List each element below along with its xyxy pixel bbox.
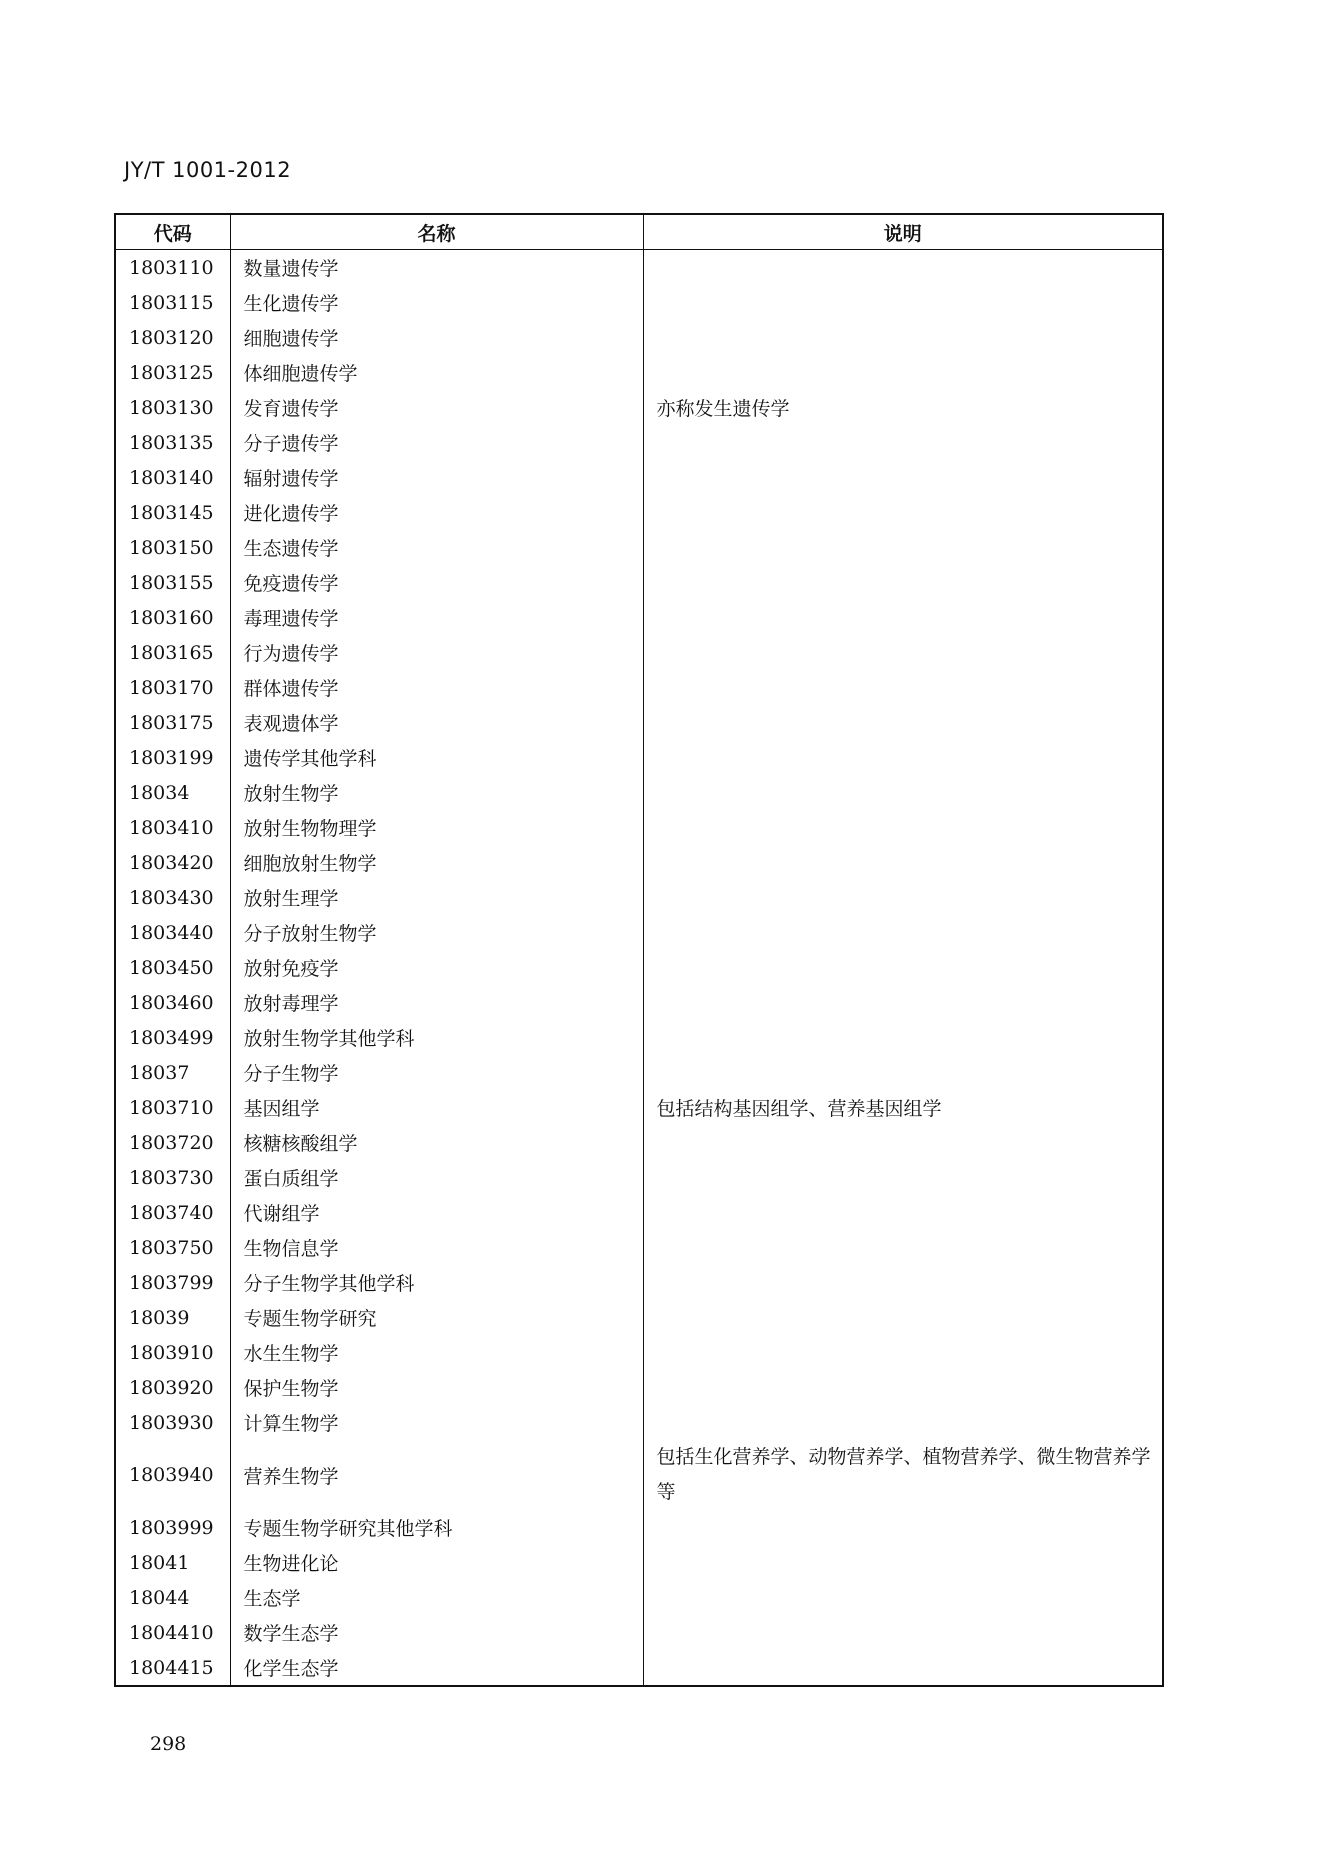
table-row [115,1615,1163,1650]
table-row [115,1650,1163,1686]
cell-note [643,1230,1163,1265]
cell-code: 1803499 [115,1020,230,1055]
table-row [115,1090,1163,1125]
cell-name: 行为遗传学 [230,635,643,670]
column-header-note: 说明 [643,214,1163,250]
cell-name: 辐射遗传学 [230,460,643,495]
cell-name: 毒理遗传学 [230,600,643,635]
cell-code: 1803730 [115,1160,230,1195]
cell-name: 免疫遗传学 [230,565,643,600]
cell-code: 18044 [115,1580,230,1615]
cell-name: 核糖核酸组学 [230,1125,643,1160]
cell-code: 18037 [115,1055,230,1090]
cell-name: 分子生物学 [230,1055,643,1090]
cell-code: 1803135 [115,425,230,460]
table-row [115,1055,1163,1090]
cell-name: 生态遗传学 [230,530,643,565]
cell-name: 放射生物物理学 [230,810,643,845]
cell-name: 代谢组学 [230,1195,643,1230]
cell-note [643,1195,1163,1230]
table-row [115,1510,1163,1545]
cell-note [643,355,1163,390]
table-row [115,740,1163,775]
table-row [115,250,1163,286]
cell-code: 1803170 [115,670,230,705]
cell-note [643,1125,1163,1160]
cell-name: 放射毒理学 [230,985,643,1020]
cell-code: 1803999 [115,1510,230,1545]
cell-code: 1803450 [115,950,230,985]
table-row [115,495,1163,530]
cell-note [643,530,1163,565]
cell-code: 1803910 [115,1335,230,1370]
cell-name: 生化遗传学 [230,285,643,320]
table-row [115,1020,1163,1055]
table-row [115,285,1163,320]
table-row [115,950,1163,985]
cell-name: 分子放射生物学 [230,915,643,950]
table-row [115,460,1163,495]
cell-note [643,985,1163,1020]
cell-note [643,880,1163,915]
cell-name: 专题生物学研究 [230,1300,643,1335]
cell-note [643,1020,1163,1055]
column-header-code: 代码 [115,214,230,250]
cell-note [643,320,1163,355]
table-row [115,705,1163,740]
column-header-name: 名称 [230,214,643,250]
table-row [115,1580,1163,1615]
table-row [115,775,1163,810]
cell-note [643,495,1163,530]
cell-name: 数学生态学 [230,1615,643,1650]
cell-name: 生物进化论 [230,1545,643,1580]
table-row [115,1125,1163,1160]
cell-name: 放射生理学 [230,880,643,915]
cell-note [643,1405,1163,1440]
cell-code: 1803930 [115,1405,230,1440]
cell-note: 亦称发生遗传学 [643,390,1163,425]
cell-code: 1803920 [115,1370,230,1405]
cell-code: 18034 [115,775,230,810]
table-row [115,635,1163,670]
table-row [115,915,1163,950]
cell-note [643,425,1163,460]
cell-code: 1803125 [115,355,230,390]
cell-name: 进化遗传学 [230,495,643,530]
cell-name: 专题生物学研究其他学科 [230,1510,643,1545]
cell-code: 1803160 [115,600,230,635]
standard-number: JY/T 1001-2012 [124,158,292,182]
table-row [115,1230,1163,1265]
cell-note [643,775,1163,810]
cell-name: 分子遗传学 [230,425,643,460]
cell-code: 1803750 [115,1230,230,1265]
cell-name: 群体遗传学 [230,670,643,705]
table-header-row [115,214,1163,250]
cell-name: 生态学 [230,1580,643,1615]
table-row [115,320,1163,355]
table-row [115,880,1163,915]
table-row [115,810,1163,845]
cell-note: 包括结构基因组学、营养基因组学 [643,1090,1163,1125]
table-row [115,1370,1163,1405]
cell-code: 1803175 [115,705,230,740]
cell-note [643,670,1163,705]
cell-code: 1803740 [115,1195,230,1230]
table-row [115,1405,1163,1440]
table-row [115,845,1163,880]
cell-code: 1803940 [115,1440,230,1510]
cell-name: 放射免疫学 [230,950,643,985]
table-row [115,1335,1163,1370]
cell-name: 表观遗体学 [230,705,643,740]
cell-code: 1804415 [115,1650,230,1686]
table-row [115,985,1163,1020]
cell-code: 1804410 [115,1615,230,1650]
table-row [115,1300,1163,1335]
cell-code: 1803430 [115,880,230,915]
cell-note [643,1615,1163,1650]
cell-name: 营养生物学 [230,1440,643,1510]
table-row [115,390,1163,425]
cell-note: 包括生化营养学、动物营养学、植物营养学、微生物营养学等 [643,1440,1163,1510]
cell-name: 遗传学其他学科 [230,740,643,775]
cell-name: 蛋白质组学 [230,1160,643,1195]
table-body [115,250,1163,1687]
cell-name: 细胞放射生物学 [230,845,643,880]
table-row [115,1440,1163,1510]
cell-note [643,1510,1163,1545]
cell-code: 1803150 [115,530,230,565]
cell-note [643,635,1163,670]
cell-name: 计算生物学 [230,1405,643,1440]
cell-code: 1803145 [115,495,230,530]
table-row [115,1195,1163,1230]
cell-note [643,845,1163,880]
cell-note [643,1650,1163,1686]
cell-name: 放射生物学其他学科 [230,1020,643,1055]
cell-code: 1803199 [115,740,230,775]
cell-note [643,1580,1163,1615]
cell-name: 体细胞遗传学 [230,355,643,390]
cell-note [643,1265,1163,1300]
page-number: 298 [150,1733,187,1755]
table-row [115,530,1163,565]
cell-code: 18039 [115,1300,230,1335]
cell-code: 1803140 [115,460,230,495]
cell-name: 水生生物学 [230,1335,643,1370]
cell-code: 1803115 [115,285,230,320]
cell-code: 1803165 [115,635,230,670]
cell-code: 1803130 [115,390,230,425]
cell-note [643,1300,1163,1335]
cell-code: 1803720 [115,1125,230,1160]
table-row [115,355,1163,390]
cell-note [643,1160,1163,1195]
cell-note [643,950,1163,985]
cell-note [643,460,1163,495]
cell-name: 放射生物学 [230,775,643,810]
cell-note [643,285,1163,320]
table-row [115,1160,1163,1195]
cell-note [643,1335,1163,1370]
table-row [115,565,1163,600]
cell-code: 1803799 [115,1265,230,1300]
cell-note [643,600,1163,635]
cell-code: 1803460 [115,985,230,1020]
cell-code: 1803710 [115,1090,230,1125]
cell-code: 18041 [115,1545,230,1580]
cell-note [643,705,1163,740]
table-row [115,600,1163,635]
cell-name: 发育遗传学 [230,390,643,425]
table-row [115,1545,1163,1580]
cell-code: 1803440 [115,915,230,950]
cell-code: 1803120 [115,320,230,355]
cell-note [643,740,1163,775]
cell-name: 数量遗传学 [230,250,643,286]
cell-note [643,810,1163,845]
cell-code: 1803110 [115,250,230,286]
table-row [115,425,1163,460]
table-row [115,670,1163,705]
cell-name: 细胞遗传学 [230,320,643,355]
cell-name: 基因组学 [230,1090,643,1125]
cell-note [643,1370,1163,1405]
cell-name: 化学生态学 [230,1650,643,1686]
cell-name: 分子生物学其他学科 [230,1265,643,1300]
cell-name: 生物信息学 [230,1230,643,1265]
cell-code: 1803410 [115,810,230,845]
cell-note [643,915,1163,950]
cell-name: 保护生物学 [230,1370,643,1405]
cell-note [643,250,1163,286]
cell-code: 1803420 [115,845,230,880]
cell-note [643,1545,1163,1580]
cell-note [643,565,1163,600]
cell-note [643,1055,1163,1090]
cell-code: 1803155 [115,565,230,600]
table-row [115,1265,1163,1300]
discipline-code-table [114,213,1164,1687]
